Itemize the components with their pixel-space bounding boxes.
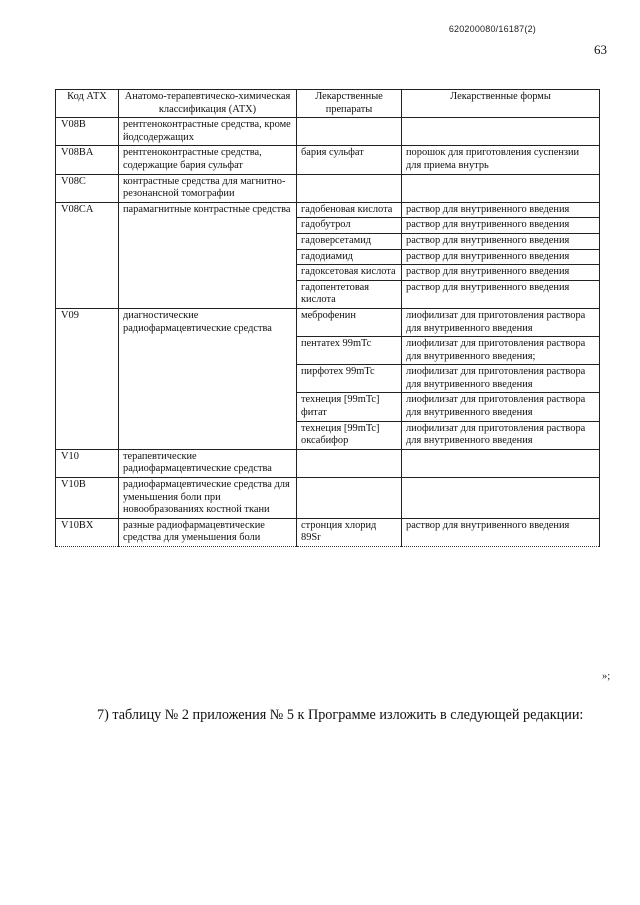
drug-form: лиофилизат для приготовления раствора для внутривенного введения [402, 365, 600, 393]
atx-table [55, 89, 600, 547]
column-header-code: Код АТХ [56, 90, 119, 118]
atx-code: V10 [56, 449, 119, 477]
drug-name: гадоксетовая кислота [297, 265, 402, 281]
drug-name: технеция [99mTc] фитат [297, 393, 402, 421]
table-row [56, 174, 600, 202]
atx-code: V10B [56, 478, 119, 519]
drug-form: раствор для внутривенного введения [402, 218, 600, 234]
atx-code: V10BX [56, 518, 119, 546]
atx-classification: рентгеноконтрастные средства, содержащие бария сульфат [119, 146, 297, 174]
amendment-paragraph: 7) таблицу № 2 приложения № 5 к Программе изложить в следующей редакции: [97, 707, 584, 723]
table-row [56, 518, 600, 546]
drug-form [402, 118, 600, 146]
atx-classification: терапевтические радиофармацевтические средства [119, 449, 297, 477]
drug-form: раствор для внутривенного введения [402, 249, 600, 265]
drug-form: лиофилизат для приготовления раствора для внутривенного введения [402, 308, 600, 336]
table-row [56, 118, 600, 146]
drug-form: раствор для внутривенного введения [402, 518, 600, 546]
table-row [56, 202, 600, 218]
atx-code: V08B [56, 118, 119, 146]
drug-form [402, 449, 600, 477]
drug-name [297, 118, 402, 146]
document-code: 620200080/16187(2) [448, 24, 536, 34]
atx-code: V09 [56, 308, 119, 449]
table-header-row [56, 90, 600, 118]
page-number: 63 [594, 42, 607, 57]
drug-name: меброфенин [297, 308, 402, 336]
drug-form: раствор для внутривенного введения [402, 265, 600, 281]
atx-classification: парамагнитные контрастные средства [119, 202, 297, 308]
drug-form: раствор для внутривенного введения [402, 202, 600, 218]
drug-name: пентатех 99mTc [297, 337, 402, 365]
table-row [56, 478, 600, 519]
closing-quote-mark: »; [602, 671, 611, 682]
drug-name [297, 478, 402, 519]
drug-name [297, 449, 402, 477]
drug-name [297, 174, 402, 202]
atx-code: V08CA [56, 202, 119, 308]
table-row [56, 308, 600, 336]
atx-classification: контрастные средства для магнитно-резонансной томографии [119, 174, 297, 202]
drug-name: гадобутрол [297, 218, 402, 234]
drug-name: пирфотех 99mTc [297, 365, 402, 393]
drug-name: стронция хлорид 89Sr [297, 518, 402, 546]
column-header-forms: Лекарственные формы [402, 90, 600, 118]
drug-name: гадобеновая кислота [297, 202, 402, 218]
table-row [56, 146, 600, 174]
drug-form [402, 174, 600, 202]
column-header-drugs: Лекарственные препараты [297, 90, 402, 118]
drug-form [402, 478, 600, 519]
drug-name: гадопентетовая кислота [297, 280, 402, 308]
drug-name: бария сульфат [297, 146, 402, 174]
drug-form: раствор для внутривенного введения [402, 233, 600, 249]
drug-form: лиофилизат для приготовления раствора для внутривенного введения; [402, 337, 600, 365]
atx-code: V08C [56, 174, 119, 202]
atx-classification: рентгеноконтрастные средства, кроме йодсодержащих [119, 118, 297, 146]
drug-name: гадодиамид [297, 249, 402, 265]
table-row [56, 449, 600, 477]
drug-form: порошок для приготовления суспензии для приема внутрь [402, 146, 600, 174]
atx-classification: радиофармацевтические средства для уменьшения боли при новообразованиях костной ткани [119, 478, 297, 519]
drug-name: гадоверсетамид [297, 233, 402, 249]
drug-name: технеция [99mTc] оксабифор [297, 421, 402, 449]
drug-form: раствор для внутривенного введения [402, 280, 600, 308]
column-header-classification: Анатомо-терапевтическо-химическая классификация (АТХ) [119, 90, 297, 118]
drug-form: лиофилизат для приготовления раствора для внутривенного введения [402, 421, 600, 449]
atx-code: V08BA [56, 146, 119, 174]
drug-form: лиофилизат для приготовления раствора для внутривенного введения [402, 393, 600, 421]
atx-classification: диагностические радиофармацевтические средства [119, 308, 297, 449]
atx-classification: разные радиофармацевтические средства для уменьшения боли [119, 518, 297, 546]
